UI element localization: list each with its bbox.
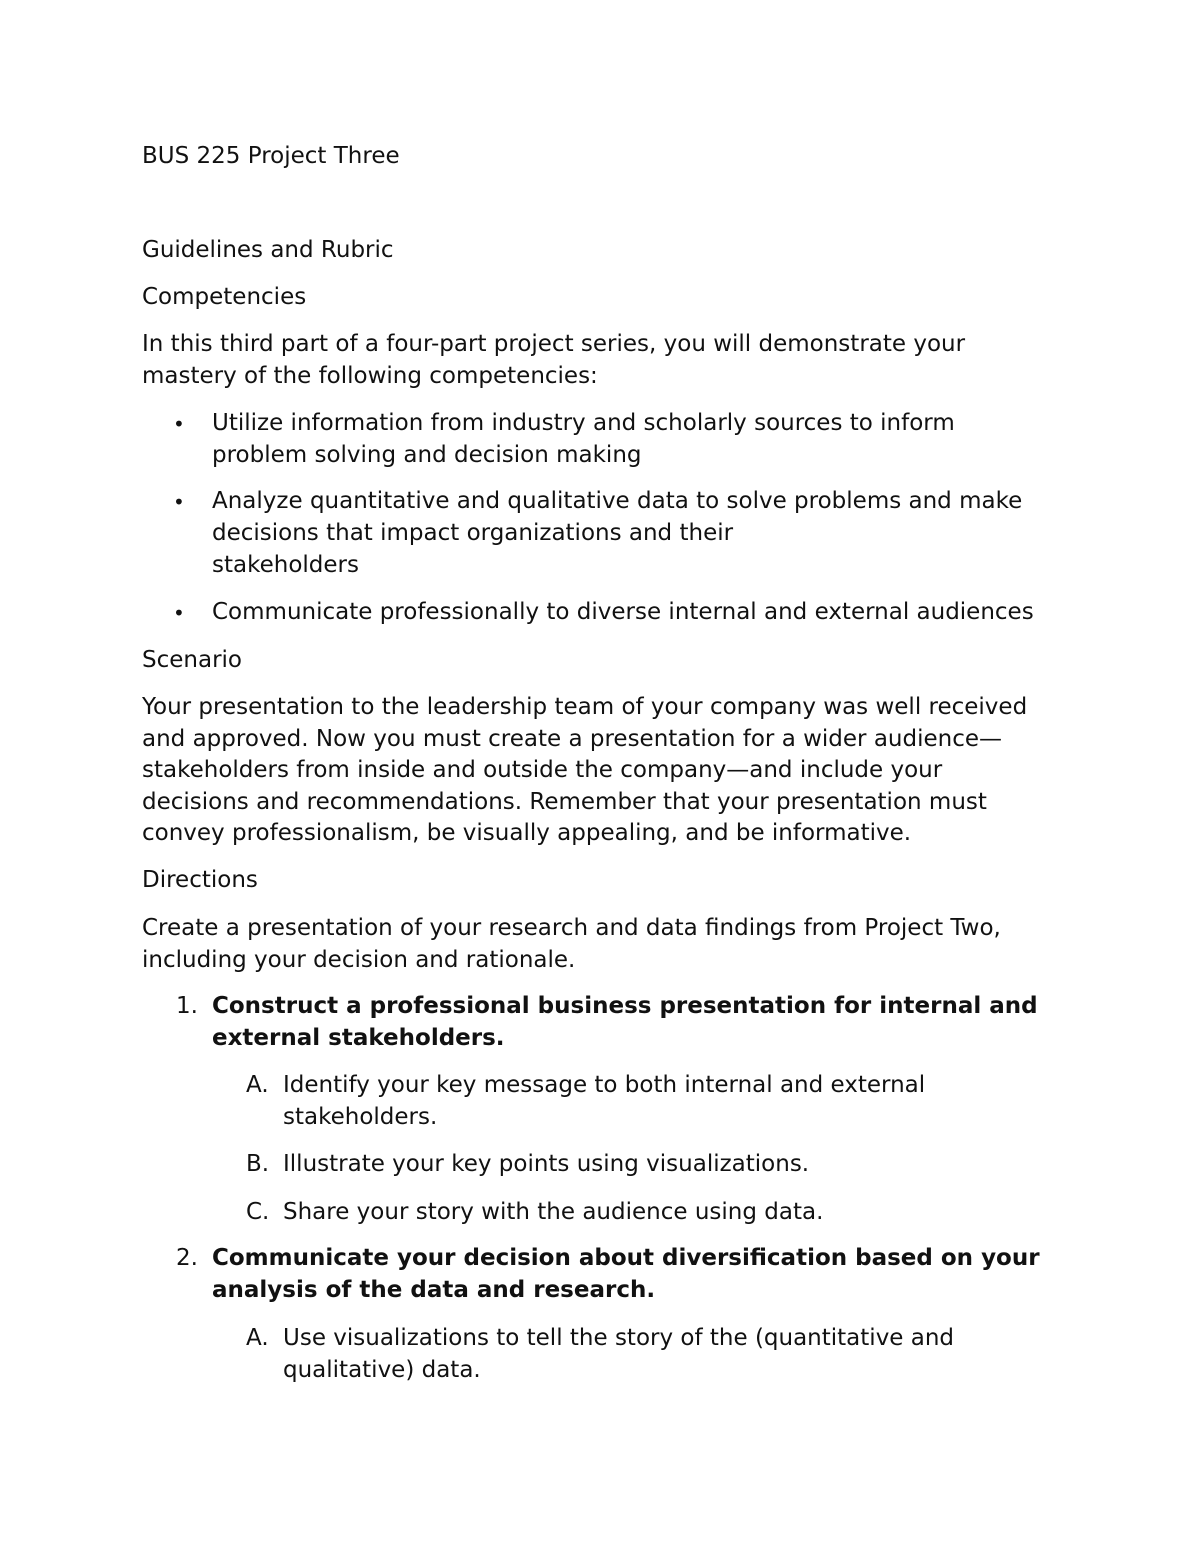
competency-item: Communicate professionally to diverse internal and external audiences [212,599,1034,625]
bullet-icon: • [173,601,185,625]
scenario-text-line: decisions and recommendations. Remember that your presentation must [142,789,987,815]
subitem-letter: A. [246,1072,269,1098]
bullet-icon: • [173,412,185,436]
competencies-intro-line: mastery of the following competencies: [142,363,598,389]
subitem-text: Illustrate your key points using visualizations. [283,1151,810,1177]
step-heading: analysis of the data and research. [212,1277,656,1303]
document-title: BUS 225 Project Three [142,143,400,169]
bullet-icon: • [173,490,185,514]
subitem-text: Identify your key message to both internal and external [283,1072,926,1098]
competencies-intro-line: In this third part of a four-part project series, you will demonstrate your [142,331,966,357]
competency-item: Utilize information from industry and scholarly sources to inform [212,410,955,436]
directions-text-line: Create a presentation of your research and data findings from Project Two, [142,915,1001,941]
guidelines-heading: Guidelines and Rubric [142,237,394,263]
scenario-text-line: stakeholders from inside and outside the company—and include your [142,757,943,783]
subitem-text: Share your story with the audience using data. [283,1199,824,1225]
competency-item: problem solving and decision making [212,442,642,468]
competency-item: stakeholders [212,552,359,578]
step-heading: external stakeholders. [212,1025,505,1051]
subitem-letter: B. [246,1151,270,1177]
subitem-text: Use visualizations to tell the story of the (quantitative and [283,1325,955,1351]
subitem-letter: C. [246,1199,270,1225]
scenario-text-line: Your presentation to the leadership team of your company was well received [142,694,1028,720]
directions-text-line: including your decision and rationale. [142,947,576,973]
competency-item: decisions that impact organizations and their [212,520,734,546]
step-heading: Construct a professional business presentation for internal and [212,993,1038,1019]
subitem-text: qualitative) data. [283,1357,481,1383]
step-number: 2. [176,1245,198,1271]
subitem-text: stakeholders. [283,1104,438,1130]
competencies-heading: Competencies [142,284,307,310]
scenario-text-line: and approved. Now you must create a presentation for a wider audience— [142,726,1003,752]
step-number: 1. [176,993,198,1019]
directions-heading: Directions [142,867,258,893]
subitem-letter: A. [246,1325,269,1351]
competency-item: Analyze quantitative and qualitative data to solve problems and make [212,488,1023,514]
scenario-text-line: convey professionalism, be visually appealing, and be informative. [142,820,912,846]
scenario-heading: Scenario [142,647,242,673]
step-heading: Communicate your decision about diversification based on your [212,1245,1040,1271]
